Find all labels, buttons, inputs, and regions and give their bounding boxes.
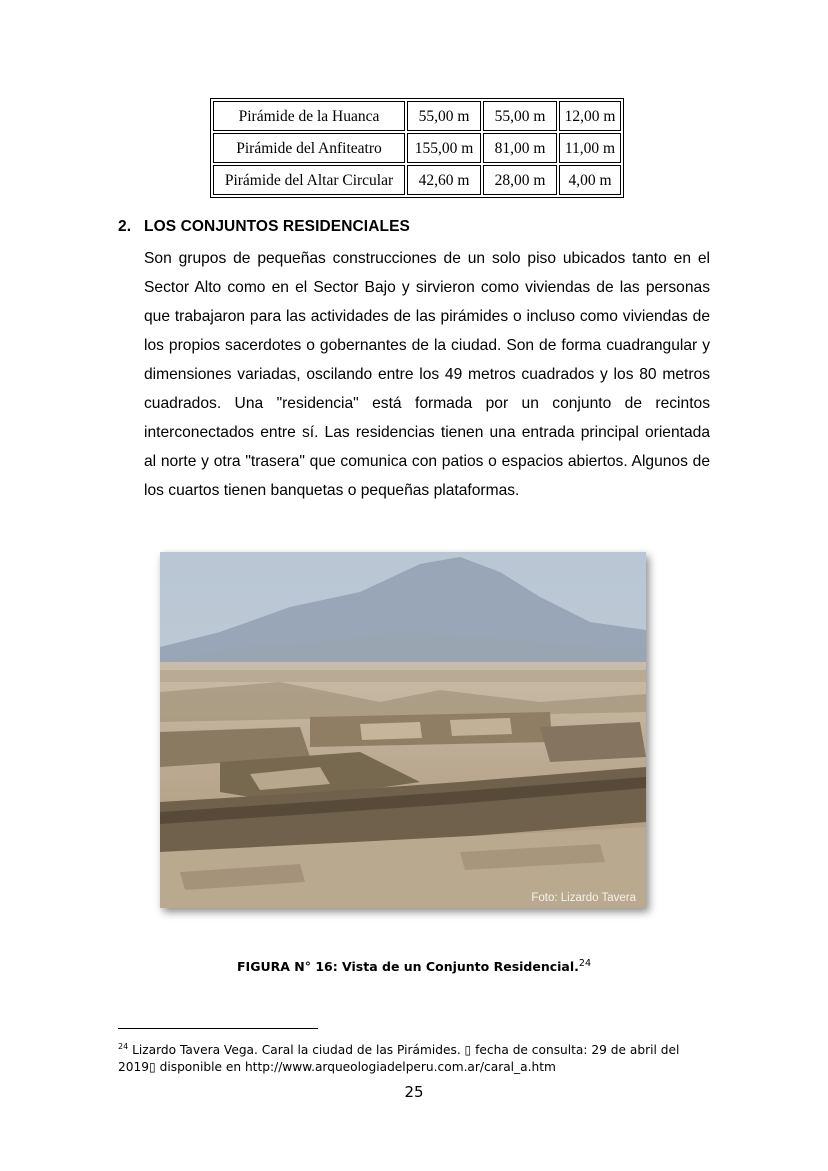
- table-cell: Pirámide del Anfiteatro: [213, 133, 405, 163]
- footnote-marker: 24: [118, 1042, 129, 1051]
- footnote: [118, 1038, 718, 1076]
- figure-caption: [0, 958, 828, 974]
- footnote-divider: [118, 1028, 318, 1029]
- section-paragraph: Son grupos de pequeñas construcciones de un solo piso ubicados tanto en el Sector Alto como en el Sector Bajo y sirvieron como viviendas de las personas que trabajaron para las actividades de las pirámides o incluso como viviendas de los propios sacerdotes o gobernantes de la ciudad. Son de forma cuadrangular y dimensiones variadas, oscilando entre los 49 metros cuadrados y los 80 metros cuadrados. Una "residencia" está formada por un conjunto de recintos interconectados entre sí. Las residencias tienen una entrada principal orientada al norte y otra "trasera" que comunica con patios o espacios abiertos. Algunos de los cuartos tienen banquetas o pequeñas plataformas.: [144, 250, 710, 499]
- caption-footnote-ref: 24: [578, 958, 591, 969]
- caption-text: FIGURA N° 16: Vista de un Conjunto Residencial.: [237, 959, 579, 975]
- table-cell: 55,00 m: [483, 101, 557, 131]
- section-title: LOS CONJUNTOS RESIDENCIALES: [144, 218, 410, 235]
- table-cell: 11,00 m: [559, 133, 621, 163]
- table-row: [213, 101, 621, 131]
- table-cell: 55,00 m: [407, 101, 481, 131]
- table-cell: Pirámide de la Huanca: [213, 101, 405, 131]
- page-number: 25: [404, 1083, 424, 1101]
- table-cell: 81,00 m: [483, 133, 557, 163]
- table-row: [213, 133, 621, 163]
- footnote-text: Lizardo Tavera Vega. Caral la ciudad de las Pirámides. ▯ fecha de consulta: 29 de abril del 2019▯ disponible en http://www.arqueologiadelperu.com.ar/caral_a.htm: [118, 1043, 680, 1075]
- table-cell: 4,00 m: [559, 165, 621, 195]
- table-cell: 42,60 m: [407, 165, 481, 195]
- table-cell: 12,00 m: [559, 101, 621, 131]
- section-heading: [118, 218, 410, 236]
- table-cell: Pirámide del Altar Circular: [213, 165, 405, 195]
- table-row: [213, 165, 621, 195]
- table-cell: 155,00 m: [407, 133, 481, 163]
- residential-complex-photo: [160, 552, 646, 908]
- photo-credit: Foto: Lizardo Tavera: [531, 892, 636, 904]
- photo-illustration: [160, 552, 646, 908]
- pyramid-dimensions-table: [210, 98, 624, 198]
- table-cell: 28,00 m: [483, 165, 557, 195]
- section-number: 2.: [118, 218, 132, 235]
